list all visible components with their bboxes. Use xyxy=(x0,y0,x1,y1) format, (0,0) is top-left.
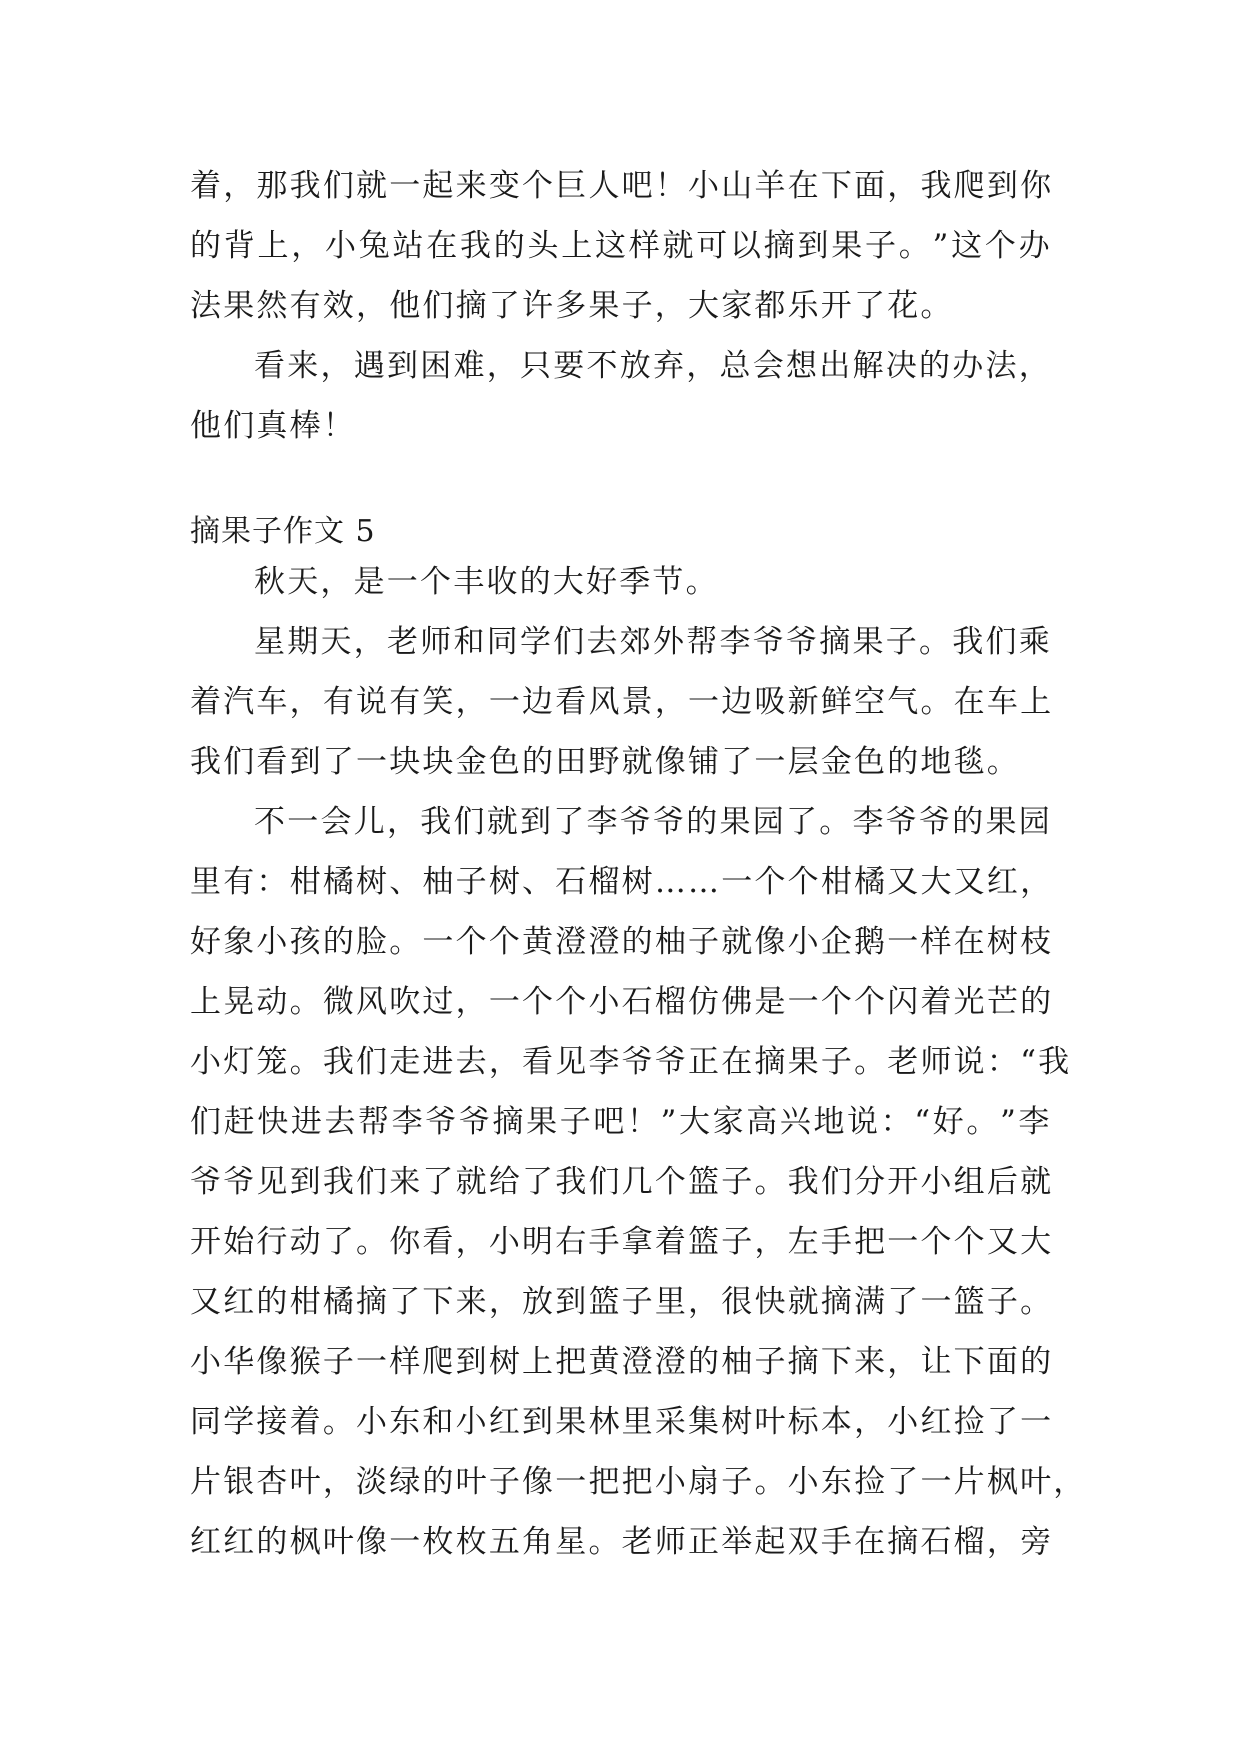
paragraph-line: 好 象 小 孩 的 脸 。 一 个 个 黄 澄 澄 的 柚 子 就 像 小 企 鹅 一 样 在 树 枝 xyxy=(190,924,1054,960)
paragraph-line: 爷 爷 见 到 我 们 来 了 就 给 了 我 们 几 个 篮 子 。 我 们 分 开 小 组 后 就 xyxy=(190,1164,1054,1200)
paragraph-line: 里 有 ： 柑 橘 树 、 柚 子 树 、 石 榴 树 … … 一 个 个 柑 橘 又 大 又 红 ， xyxy=(190,864,1054,900)
paragraph-line: 又 红 的 柑 橘 摘 了 下 来 ， 放 到 篮 子 里 ， 很 快 就 摘 满 了 一 篮 子 。 xyxy=(190,1284,1054,1320)
essay-title: 摘果子作文 5 xyxy=(190,514,376,549)
paragraph-line: 法果然有效，他们摘了许多果子，大家都乐开了花。 xyxy=(190,288,954,324)
previous-essay-ending xyxy=(190,156,1052,456)
paragraph-line: 红 红 的 枫 叶 像 一 枚 枚 五 角 星 。 老 师 正 举 起 双 手 在 摘 石 榴 ， 旁 xyxy=(190,1524,1054,1560)
paragraph-line: 秋天，是一个丰收的大好季节。 xyxy=(254,564,719,600)
paragraph-line: 看 来 ， 遇 到 困 难 ， 只 要 不 放 弃 ， 总 会 想 出 解 决 的 办 法 ， xyxy=(254,348,1052,384)
essay-body xyxy=(190,552,1087,1572)
paragraph-line: 小 灯 笼 。 我 们 走 进 去 ， 看 见 李 爷 爷 正 在 摘 果 子 。 老 师 说 ： “ 我 xyxy=(190,1044,1072,1080)
paragraph-line: 同 学 接 着 。 小 东 和 小 红 到 果 林 里 采 集 树 叶 标 本 ， 小 红 捡 了 一 xyxy=(190,1404,1054,1440)
paragraph-line: 我们看到了一块块金色的田野就像铺了一层金色的地毯。 xyxy=(190,744,1020,780)
paragraph-line: 的 背 上 ， 小 兔 站 在 我 的 头 上 这 样 就 可 以 摘 到 果 子 。 ” 这 个 办 xyxy=(190,228,1052,264)
paragraph-line: 着 汽 车 ， 有 说 有 笑 ， 一 边 看 风 景 ， 一 边 吸 新 鲜 空 气 。 在 车 上 xyxy=(190,684,1054,720)
paragraph-line: 开 始 行 动 了 。 你 看 ， 小 明 右 手 拿 着 篮 子 ， 左 手 把 一 个 个 又 大 xyxy=(190,1224,1054,1260)
paragraph-line: 片 银 杏 叶 ， 淡 绿 的 叶 子 像 一 把 把 小 扇 子 。 小 东 捡 了 一 片 枫 叶 ， xyxy=(190,1464,1087,1500)
paragraph-line: 上 晃 动 。 微 风 吹 过 ， 一 个 个 小 石 榴 仿 佛 是 一 个 个 闪 着 光 芒 的 xyxy=(190,984,1054,1020)
paragraph-line: 着 ， 那 我 们 就 一 起 来 变 个 巨 人 吧 ！ 小 山 羊 在 下 面 ， 我 爬 到 你 xyxy=(190,168,1054,204)
paragraph-line: 小 华 像 猴 子 一 样 爬 到 树 上 把 黄 澄 澄 的 柚 子 摘 下 来 ， 让 下 面 的 xyxy=(190,1344,1054,1380)
paragraph-line: 们 赶 快 进 去 帮 李 爷 爷 摘 果 子 吧 ！ ” 大 家 高 兴 地 说 ： “ 好 。 ” 李 xyxy=(190,1104,1052,1140)
paragraph-line: 星 期 天 ， 老 师 和 同 学 们 去 郊 外 帮 李 爷 爷 摘 果 子 。 我 们 乘 xyxy=(254,624,1052,660)
paragraph-line: 不 一 会 儿 ， 我 们 就 到 了 李 爷 爷 的 果 园 了 。 李 爷 爷 的 果 园 xyxy=(254,804,1052,840)
paragraph-line: 他们真棒！ xyxy=(190,408,356,444)
